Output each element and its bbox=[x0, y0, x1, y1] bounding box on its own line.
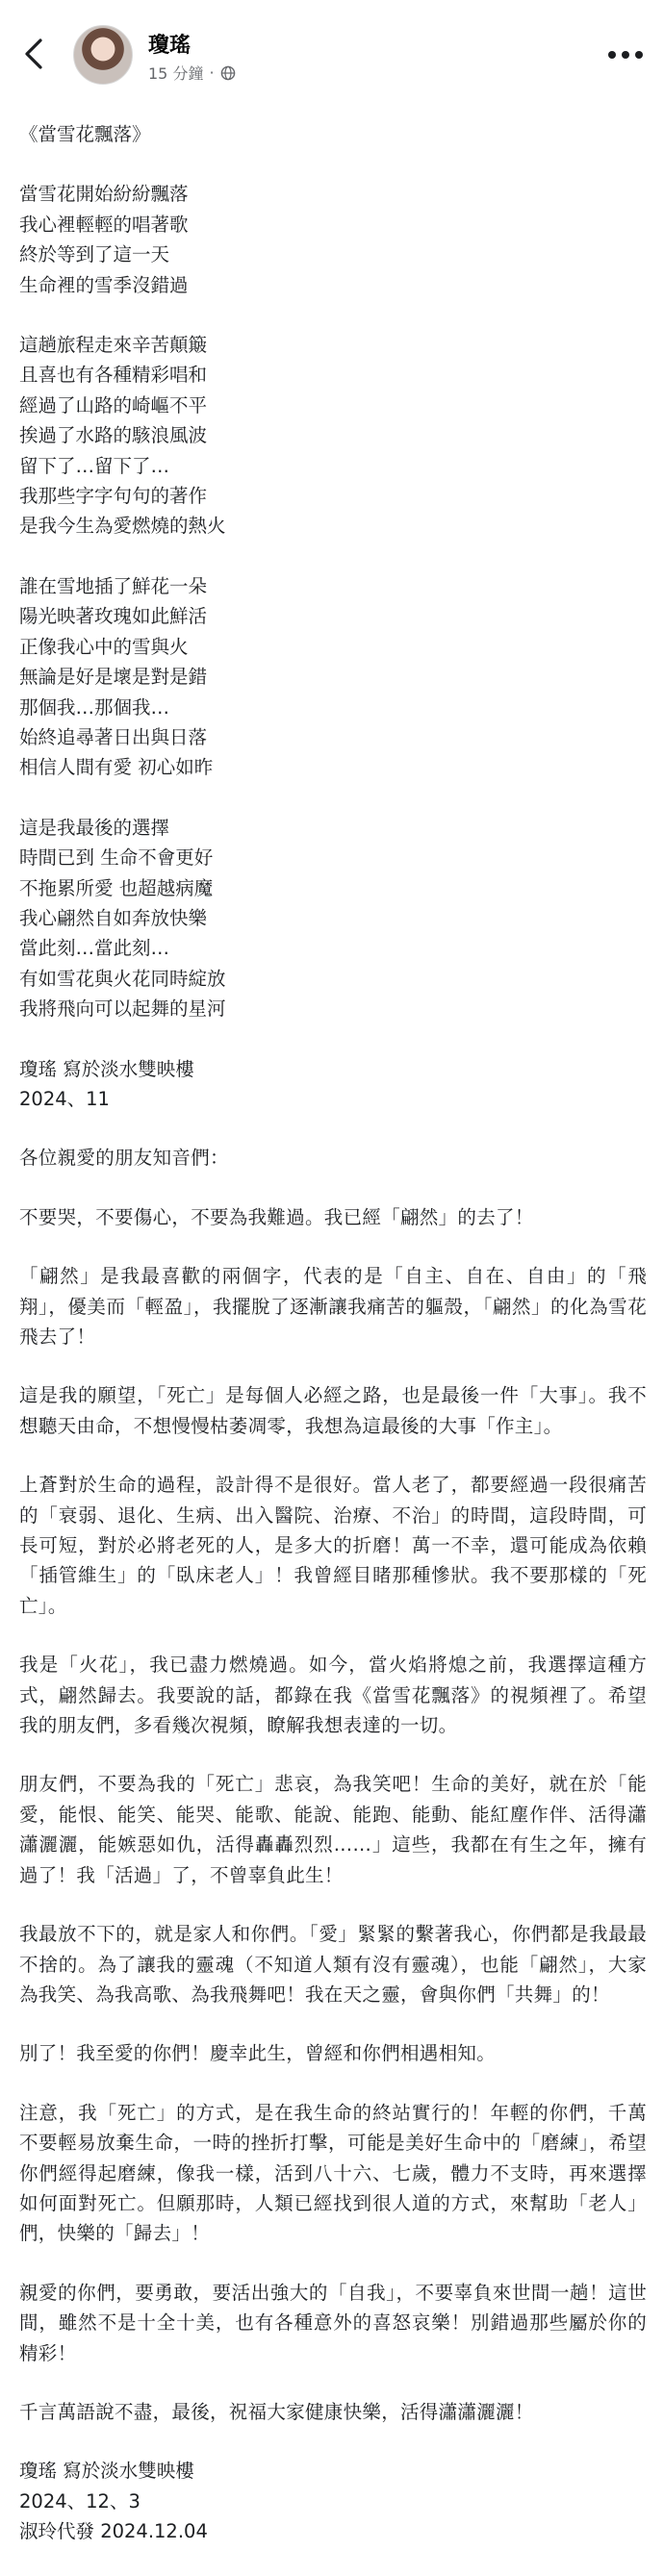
poem-title: 《當雪花飄落》 bbox=[19, 123, 151, 145]
poem-line: 經過了山路的崎嶇不平 bbox=[19, 393, 208, 417]
signature-line: 瓊瑤 寫於淡水雙映樓 bbox=[19, 1057, 194, 1080]
letter-paragraph: 各位親愛的朋友知音們： bbox=[19, 1147, 229, 1170]
post-meta bbox=[148, 62, 236, 84]
letter-paragraph: 別了！我至愛的你們！慶幸此生，曾經和你們相遇相知。 bbox=[19, 2042, 497, 2065]
post-header bbox=[0, 0, 664, 96]
poem-line: 時間已到 生命不會更好 bbox=[19, 846, 214, 870]
poem-stanza bbox=[19, 330, 647, 542]
poem-line: 我將飛向可以起舞的星河 bbox=[19, 998, 226, 1021]
letter-paragraph: 親愛的你們，要勇敢，要活出強大的「自我」，不要辜負來世間一趟！這世間，雖然不是十全十美，也有各種意外的喜怒哀樂！別錯過那些屬於你的精彩！ bbox=[19, 2281, 647, 2364]
letter-paragraph: 「翩然」是我最喜歡的兩個字，代表的是「自主、自在、自由」的「飛翔」，優美而「輕盈」，我擺脫了逐漸讓我痛苦的軀殼，「翩然」的化為雪花飛去了！ bbox=[19, 1265, 647, 1348]
author-name[interactable]: 瓊瑤 bbox=[148, 34, 192, 58]
poem-line: 陽光映著玫瑰如此鮮活 bbox=[19, 605, 208, 628]
poem-line: 是我今生為愛燃燒的熱火 bbox=[19, 515, 226, 538]
poem-line: 有如雪花與火花同時綻放 bbox=[19, 967, 226, 990]
signature-line: 淑玲代發 2024.12.04 bbox=[19, 2520, 208, 2543]
more-horizontal-icon bbox=[635, 51, 643, 59]
post-time[interactable]: 15 分鐘 bbox=[148, 64, 204, 83]
poem-line: 這是我最後的選擇 bbox=[19, 816, 170, 839]
poem-line: 我心裡輕輕的唱著歌 bbox=[19, 213, 189, 236]
poem-line: 誰在雪地插了鮮花一朵 bbox=[19, 574, 208, 597]
signature-line: 瓊瑤 寫於淡水雙映樓 bbox=[19, 2460, 194, 2483]
poem-line: 相信人間有愛 初心如昨 bbox=[19, 756, 214, 779]
more-horizontal-icon bbox=[622, 51, 629, 59]
poem-stanza bbox=[19, 571, 647, 783]
poem-stanza bbox=[19, 813, 647, 1024]
poem-line: 那個我…那個我… bbox=[19, 695, 170, 719]
poem-line: 當雪花開始紛紛飄落 bbox=[19, 183, 189, 206]
letter-paragraph: 上蒼對於生命的過程，設計得不是很好。當人老了，都要經過一段很痛苦的「衰弱、退化、生病、出入醫院、治療、不治」的時間，這段時間，可長可短，對於必將老死的人，是多大的折磨！萬一不幸，還可能成為依賴「插管維生」的「臥床老人」！我曾經目睹那種慘狀。我不要那樣的「死亡」。 bbox=[19, 1474, 647, 1617]
meta-separator: · bbox=[209, 63, 215, 82]
poem-line: 生命裡的雪季沒錯過 bbox=[19, 273, 189, 296]
poem-line: 正像我心中的雪與火 bbox=[19, 635, 189, 658]
letter-signature bbox=[19, 2456, 647, 2546]
more-options-button[interactable] bbox=[608, 48, 643, 62]
poem-stanzas bbox=[19, 179, 647, 1023]
poem-line: 不拖累所愛 也超越病魔 bbox=[19, 876, 214, 899]
poem-stanza bbox=[19, 179, 647, 300]
poem-line: 終於等到了這一天 bbox=[19, 243, 170, 266]
post-body bbox=[19, 119, 647, 2576]
signature-line: 2024、11 bbox=[19, 1087, 110, 1110]
letter-paragraph: 我是「火花」，我已盡力燃燒過。如今，當火焰將熄之前，我選擇這種方式，翩然歸去。我要說的話，都錄在我《當雪花飄落》的視頻裡了。希望我的朋友們，多看幾次視頻，瞭解我想表達的一切。 bbox=[19, 1654, 647, 1737]
letter-paragraph: 我最放不下的，就是家人和你們。「愛」緊緊的繫著我心，你們都是我最最不捨的。為了讓我的靈魂（不知道人類有沒有靈魂），也能「翩然」，大家為我笑、為我高歌、為我飛舞吧！我在天之靈，會與你們「共舞」的！ bbox=[19, 1923, 647, 2006]
letter-paragraph: 千言萬語說不盡，最後，祝福大家健康快樂，活得瀟瀟灑灑！ bbox=[19, 2400, 534, 2423]
poem-line: 留下了…留下了… bbox=[19, 454, 170, 477]
author-avatar[interactable] bbox=[73, 25, 133, 85]
poem-line: 我那些字字句句的著作 bbox=[19, 485, 208, 508]
poem-line: 且喜也有各種精彩唱和 bbox=[19, 364, 208, 387]
letter-paragraph: 不要哭，不要傷心，不要為我難過。我已經「翩然」的去了！ bbox=[19, 1205, 534, 1228]
globe-icon[interactable] bbox=[220, 65, 236, 81]
letter-paragraph: 注意，我「死亡」的方式，是在我生命的終站實行的！年輕的你們，千萬不要輕易放棄生命，一時的挫折打擊，可能是美好生命中的「磨練」，希望你們經得起磨練，像我一樣，活到八十六、七歲，體力不支時，再來選擇如何面對死亡。但願那時，人類已經找到很人道的方式，來幫助「老人」們，快樂的「歸去」！ bbox=[19, 2101, 647, 2245]
more-horizontal-icon bbox=[608, 51, 616, 59]
letter bbox=[19, 1143, 647, 2427]
poem-line: 我心翩然自如奔放快樂 bbox=[19, 906, 208, 929]
letter-paragraph: 這是我的願望，「死亡」是每個人必經之路，也是最後一件「大事」。我不想聽天由命，不想慢慢枯萎凋零，我想為這最後的大事「作主」。 bbox=[19, 1384, 647, 1437]
poem-line: 這趟旅程走來辛苦顛簸 bbox=[19, 334, 208, 357]
chevron-left-icon bbox=[21, 37, 48, 71]
poem bbox=[19, 119, 647, 1114]
letter-paragraph: 朋友們，不要為我的「死亡」悲哀，為我笑吧！生命的美好，就在於「能愛，能恨、能笑、能哭、能歌、能說、能跑、能動、能紅塵作伴、活得瀟瀟灑灑，能嫉惡如仇，活得轟轟烈烈……」這些，我都在有生之年，擁有過了！我「活過」了，不曾辜負此生！ bbox=[19, 1773, 647, 1886]
poem-line: 挨過了水路的駭浪風波 bbox=[19, 424, 208, 447]
poem-line: 當此刻…當此刻… bbox=[19, 937, 170, 960]
signature-line: 2024、12、3 bbox=[19, 2489, 140, 2513]
poem-signature bbox=[19, 1054, 647, 1115]
back-button[interactable] bbox=[21, 37, 48, 71]
poem-line: 無論是好是壞是對是錯 bbox=[19, 666, 208, 689]
poem-line: 始終追尋著日出與日落 bbox=[19, 725, 208, 748]
